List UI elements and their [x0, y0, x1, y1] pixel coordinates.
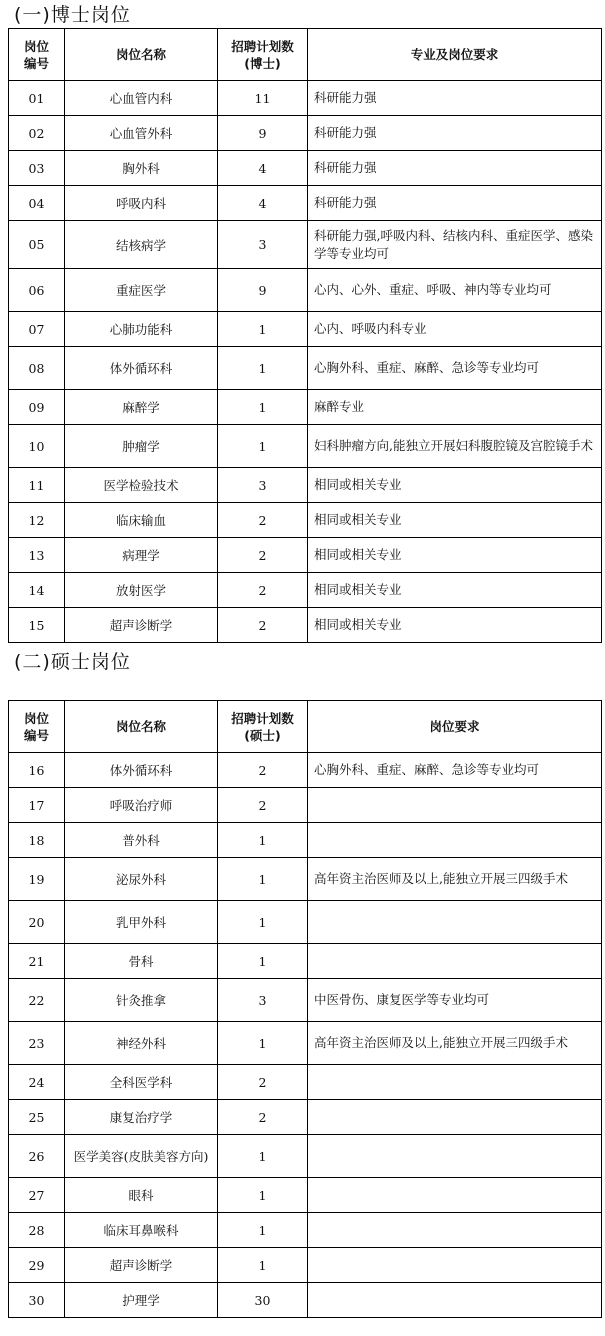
table-row	[9, 1248, 602, 1283]
position-name-cell: 体外循环科	[65, 347, 218, 390]
position-name-cell: 普外科	[65, 823, 218, 858]
position-name-cell: 胸外科	[65, 151, 218, 186]
recruit-plan-cell: 1	[218, 1178, 308, 1213]
requirements-cell: 心胸外科、重症、麻醉、急诊等专业均可	[308, 753, 602, 788]
recruit-plan-cell: 1	[218, 901, 308, 944]
position-no-cell: 13	[9, 538, 65, 573]
position-no-cell: 19	[9, 858, 65, 901]
recruit-plan-cell: 11	[218, 81, 308, 116]
section-title-masters: (二)硕士岗位	[14, 651, 131, 673]
position-no-cell: 14	[9, 573, 65, 608]
recruit-plan-cell: 1	[218, 823, 308, 858]
position-no-cell: 04	[9, 186, 65, 221]
recruit-plan-cell: 1	[218, 312, 308, 347]
recruit-plan-cell: 4	[218, 151, 308, 186]
position-name-cell: 超声诊断学	[65, 1248, 218, 1283]
header-position-no: 岗位 编号	[9, 29, 65, 81]
requirements-cell: 相同或相关专业	[308, 573, 602, 608]
position-name-cell: 康复治疗学	[65, 1100, 218, 1135]
requirements-cell: 心内、心外、重症、呼吸、神内等专业均可	[308, 269, 602, 312]
table-row	[9, 1283, 602, 1318]
position-name-cell: 病理学	[65, 538, 218, 573]
table-row	[9, 753, 602, 788]
table-row	[9, 538, 602, 573]
requirements-cell	[308, 1100, 602, 1135]
position-name-cell: 心血管外科	[65, 116, 218, 151]
position-no-cell: 22	[9, 979, 65, 1022]
position-no-cell: 07	[9, 312, 65, 347]
table-row	[9, 944, 602, 979]
position-no-cell: 12	[9, 503, 65, 538]
header-recruit-plan: 招聘计划数 (博士)	[218, 29, 308, 81]
section-title-doctoral: (一)博士岗位	[14, 4, 131, 26]
requirements-cell: 高年资主治医师及以上,能独立开展三四级手术	[308, 858, 602, 901]
recruit-plan-cell: 2	[218, 753, 308, 788]
recruit-plan-cell: 9	[218, 269, 308, 312]
position-no-cell: 10	[9, 425, 65, 468]
header-position-name: 岗位名称	[65, 701, 218, 753]
table-row	[9, 788, 602, 823]
position-name-cell: 乳甲外科	[65, 901, 218, 944]
requirements-cell: 科研能力强	[308, 116, 602, 151]
position-name-cell: 针灸推拿	[65, 979, 218, 1022]
recruit-plan-cell: 1	[218, 1135, 308, 1178]
table-header-row	[9, 29, 602, 81]
table-row	[9, 1100, 602, 1135]
recruit-plan-cell: 2	[218, 608, 308, 643]
position-no-cell: 27	[9, 1178, 65, 1213]
table-row	[9, 608, 602, 643]
position-no-cell: 02	[9, 116, 65, 151]
requirements-cell	[308, 1135, 602, 1178]
requirements-cell	[308, 1283, 602, 1318]
requirements-cell	[308, 944, 602, 979]
masters-positions-table	[8, 700, 602, 1318]
position-no-cell: 01	[9, 81, 65, 116]
position-no-cell: 30	[9, 1283, 65, 1318]
doctoral-positions-table	[8, 28, 602, 643]
table-row	[9, 221, 602, 269]
table-row	[9, 390, 602, 425]
header-requirements: 专业及岗位要求	[308, 29, 602, 81]
table-row	[9, 1213, 602, 1248]
recruit-plan-cell: 1	[218, 425, 308, 468]
position-no-cell: 29	[9, 1248, 65, 1283]
requirements-cell	[308, 901, 602, 944]
position-no-cell: 05	[9, 221, 65, 269]
table-row	[9, 1022, 602, 1065]
requirements-cell: 相同或相关专业	[308, 503, 602, 538]
recruit-plan-cell: 3	[218, 468, 308, 503]
table-row	[9, 81, 602, 116]
position-no-cell: 24	[9, 1065, 65, 1100]
recruit-plan-cell: 3	[218, 979, 308, 1022]
recruit-plan-cell: 1	[218, 390, 308, 425]
recruit-plan-cell: 30	[218, 1283, 308, 1318]
position-name-cell: 体外循环科	[65, 753, 218, 788]
table-row	[9, 979, 602, 1022]
requirements-cell: 高年资主治医师及以上,能独立开展三四级手术	[308, 1022, 602, 1065]
position-name-cell: 医学检验技术	[65, 468, 218, 503]
position-name-cell: 心肺功能科	[65, 312, 218, 347]
position-no-cell: 28	[9, 1213, 65, 1248]
table-row	[9, 823, 602, 858]
requirements-cell: 相同或相关专业	[308, 608, 602, 643]
position-no-cell: 03	[9, 151, 65, 186]
position-name-cell: 心血管内科	[65, 81, 218, 116]
recruit-plan-cell: 1	[218, 858, 308, 901]
table-row	[9, 858, 602, 901]
position-name-cell: 神经外科	[65, 1022, 218, 1065]
header-position-no: 岗位 编号	[9, 701, 65, 753]
position-name-cell: 放射医学	[65, 573, 218, 608]
recruit-plan-cell: 1	[218, 347, 308, 390]
table-row	[9, 1178, 602, 1213]
requirements-cell: 科研能力强	[308, 81, 602, 116]
table-row	[9, 1065, 602, 1100]
requirements-cell	[308, 1178, 602, 1213]
table-row	[9, 116, 602, 151]
recruit-plan-cell: 2	[218, 1100, 308, 1135]
position-no-cell: 18	[9, 823, 65, 858]
position-no-cell: 26	[9, 1135, 65, 1178]
position-no-cell: 09	[9, 390, 65, 425]
requirements-cell: 科研能力强,呼吸内科、结核内科、重症医学、感染学等专业均可	[308, 221, 602, 269]
requirements-cell: 中医骨伤、康复医学等专业均可	[308, 979, 602, 1022]
position-no-cell: 11	[9, 468, 65, 503]
table-row	[9, 151, 602, 186]
requirements-cell	[308, 1213, 602, 1248]
position-name-cell: 临床耳鼻喉科	[65, 1213, 218, 1248]
table-row	[9, 503, 602, 538]
requirements-cell: 妇科肿瘤方向,能独立开展妇科腹腔镜及宫腔镜手术	[308, 425, 602, 468]
recruit-plan-cell: 9	[218, 116, 308, 151]
position-name-cell: 全科医学科	[65, 1065, 218, 1100]
position-name-cell: 眼科	[65, 1178, 218, 1213]
requirements-cell: 相同或相关专业	[308, 468, 602, 503]
position-name-cell: 呼吸治疗师	[65, 788, 218, 823]
table-row	[9, 468, 602, 503]
header-recruit-plan: 招聘计划数 (硕士)	[218, 701, 308, 753]
position-name-cell: 肿瘤学	[65, 425, 218, 468]
recruit-plan-cell: 2	[218, 503, 308, 538]
position-name-cell: 护理学	[65, 1283, 218, 1318]
requirements-cell	[308, 1065, 602, 1100]
recruit-plan-cell: 3	[218, 221, 308, 269]
requirements-cell: 心胸外科、重症、麻醉、急诊等专业均可	[308, 347, 602, 390]
recruit-plan-cell: 2	[218, 573, 308, 608]
table-row	[9, 573, 602, 608]
position-name-cell: 超声诊断学	[65, 608, 218, 643]
requirements-cell: 相同或相关专业	[308, 538, 602, 573]
table-row	[9, 347, 602, 390]
position-no-cell: 15	[9, 608, 65, 643]
position-no-cell: 16	[9, 753, 65, 788]
requirements-cell: 麻醉专业	[308, 390, 602, 425]
recruit-plan-cell: 1	[218, 1022, 308, 1065]
position-name-cell: 临床输血	[65, 503, 218, 538]
recruit-plan-cell: 1	[218, 944, 308, 979]
recruit-plan-cell: 2	[218, 788, 308, 823]
position-no-cell: 08	[9, 347, 65, 390]
table-row	[9, 312, 602, 347]
requirements-cell: 科研能力强	[308, 186, 602, 221]
header-position-name: 岗位名称	[65, 29, 218, 81]
table-row	[9, 269, 602, 312]
header-requirements: 岗位要求	[308, 701, 602, 753]
table-row	[9, 186, 602, 221]
position-no-cell: 21	[9, 944, 65, 979]
requirements-cell	[308, 823, 602, 858]
position-no-cell: 25	[9, 1100, 65, 1135]
position-no-cell: 20	[9, 901, 65, 944]
requirements-cell	[308, 788, 602, 823]
position-name-cell: 医学美容(皮肤美容方向)	[65, 1135, 218, 1178]
table-header-row	[9, 701, 602, 753]
position-no-cell: 06	[9, 269, 65, 312]
recruit-plan-cell: 1	[218, 1248, 308, 1283]
position-no-cell: 17	[9, 788, 65, 823]
table-row	[9, 901, 602, 944]
requirements-cell	[308, 1248, 602, 1283]
position-name-cell: 重症医学	[65, 269, 218, 312]
position-no-cell: 23	[9, 1022, 65, 1065]
recruit-plan-cell: 1	[218, 1213, 308, 1248]
position-name-cell: 结核病学	[65, 221, 218, 269]
table-row	[9, 1135, 602, 1178]
requirements-cell: 科研能力强	[308, 151, 602, 186]
table-row	[9, 425, 602, 468]
position-name-cell: 泌尿外科	[65, 858, 218, 901]
position-name-cell: 呼吸内科	[65, 186, 218, 221]
position-name-cell: 麻醉学	[65, 390, 218, 425]
recruit-plan-cell: 2	[218, 538, 308, 573]
recruit-plan-cell: 2	[218, 1065, 308, 1100]
recruit-plan-cell: 4	[218, 186, 308, 221]
requirements-cell: 心内、呼吸内科专业	[308, 312, 602, 347]
position-name-cell: 骨科	[65, 944, 218, 979]
